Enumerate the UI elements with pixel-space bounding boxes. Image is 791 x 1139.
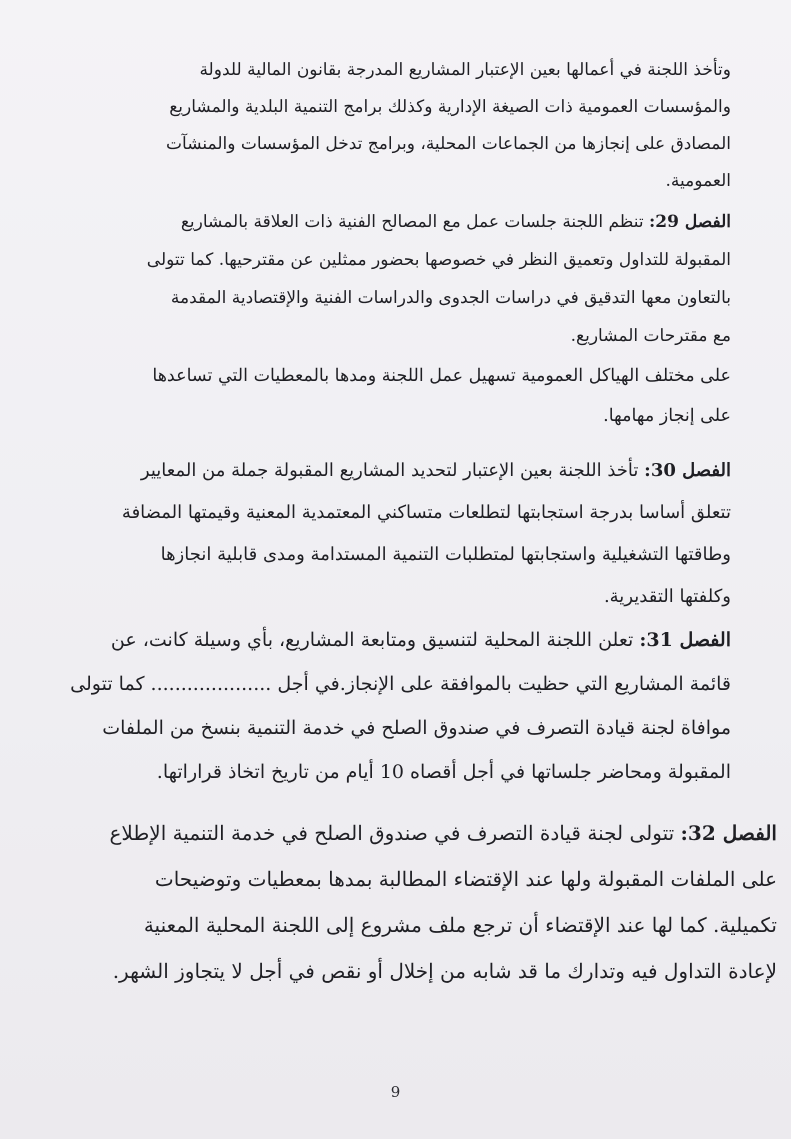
text-line: مع مقترحات المشاريع. bbox=[570, 326, 731, 346]
text-line: تتعلق أساسا بدرجة استجابتها لتطلعات متساكني المعتمدية المعنية وقيمتها المضافة bbox=[121, 502, 731, 523]
text-line: تكميلية. كما لها عند الإقتضاء أن ترجع ملف مشروع إلى اللجنة المحلية المعنية bbox=[143, 913, 777, 937]
article-heading: الفصل 31: bbox=[639, 629, 731, 651]
text-line: والمؤسسات العمومية ذات الصيغة الإدارية وكذلك برامج التنمية البلدية والمشاريع bbox=[169, 97, 731, 117]
text-line: لإعادة التداول فيه وتدارك ما قد شابه من إخلال أو نقص في أجل لا يتجاوز الشهر. bbox=[112, 959, 777, 983]
paragraph-article-31 bbox=[26, 618, 731, 794]
text-line bbox=[17, 810, 777, 856]
text-line: بالتعاون معها التدقيق في دراسات الجدوى والدراسات الفنية والإقتصادية المقدمة bbox=[170, 288, 731, 308]
text-line: وكلفتها التقديرية. bbox=[603, 586, 731, 607]
paragraph-structures bbox=[81, 356, 731, 436]
text-line-body: تعلن اللجنة المحلية لتنسيق ومتابعة المشاريع، بأي وسيلة كانت، عن bbox=[110, 629, 634, 651]
text-line bbox=[41, 450, 731, 492]
text-line: على الملفات المقبولة ولها عند الإقتضاء المطالبة بمدها بمعطيات وتوضيحات bbox=[154, 867, 777, 891]
text-line: المقبولة للتداول وتعميق النظر في خصوصها بحضور ممثلين عن مقترحيها. كما تتولى bbox=[146, 250, 731, 270]
text-line: المقبولة ومحاضر جلساتها في أجل أقصاه 10 أيام من تاريخ اتخاذ قراراتها. bbox=[156, 761, 731, 783]
text-line bbox=[26, 618, 731, 662]
text-line-body: تنظم اللجنة جلسات عمل مع المصالح الفنية ذات العلاقة بالمشاريع bbox=[180, 212, 644, 232]
text-line: وتأخذ اللجنة في أعمالها بعين الإعتبار المشاريع المدرجة بقانون المالية للدولة bbox=[199, 60, 731, 80]
page-number: 9 bbox=[390, 1083, 401, 1101]
text-line: على إنجاز مهامها. bbox=[603, 406, 731, 426]
text-line bbox=[81, 203, 731, 241]
text-line-body: تأخذ اللجنة بعين الإعتبار لتحديد المشاريع المقبولة جملة من المعايير bbox=[140, 460, 639, 481]
article-heading: الفصل 32: bbox=[680, 821, 777, 845]
article-heading: الفصل 29: bbox=[649, 212, 731, 232]
text-line: قائمة المشاريع التي حظيت بالموافقة على الإنجاز.في أجل .................... كما تتولى bbox=[70, 673, 731, 695]
paragraph-article-32 bbox=[17, 810, 777, 994]
article-heading: الفصل 30: bbox=[644, 460, 731, 481]
text-line: موافاة لجنة قيادة التصرف في صندوق الصلح في خدمة التنمية بنسخ من الملفات bbox=[102, 717, 731, 739]
text-line: المصادق على إنجازها من الجماعات المحلية، وبرامج تدخل المؤسسات والمنشآت bbox=[166, 134, 731, 154]
text-line: على مختلف الهياكل العمومية تسهيل عمل اللجنة ومدها بالمعطيات التي تساعدها bbox=[152, 366, 731, 386]
paragraph-article-30 bbox=[41, 450, 731, 618]
text-line-body: تتولى لجنة قيادة التصرف في صندوق الصلح في خدمة التنمية الإطلاع bbox=[109, 821, 675, 845]
paragraph-intro bbox=[91, 52, 731, 200]
text-line: العمومية. bbox=[665, 171, 731, 191]
paragraph-article-29 bbox=[81, 203, 731, 355]
text-line: وطاقتها التشغيلية واستجابتها لمتطلبات التنمية المستدامة ومدى قابلية انجازها bbox=[160, 544, 731, 565]
